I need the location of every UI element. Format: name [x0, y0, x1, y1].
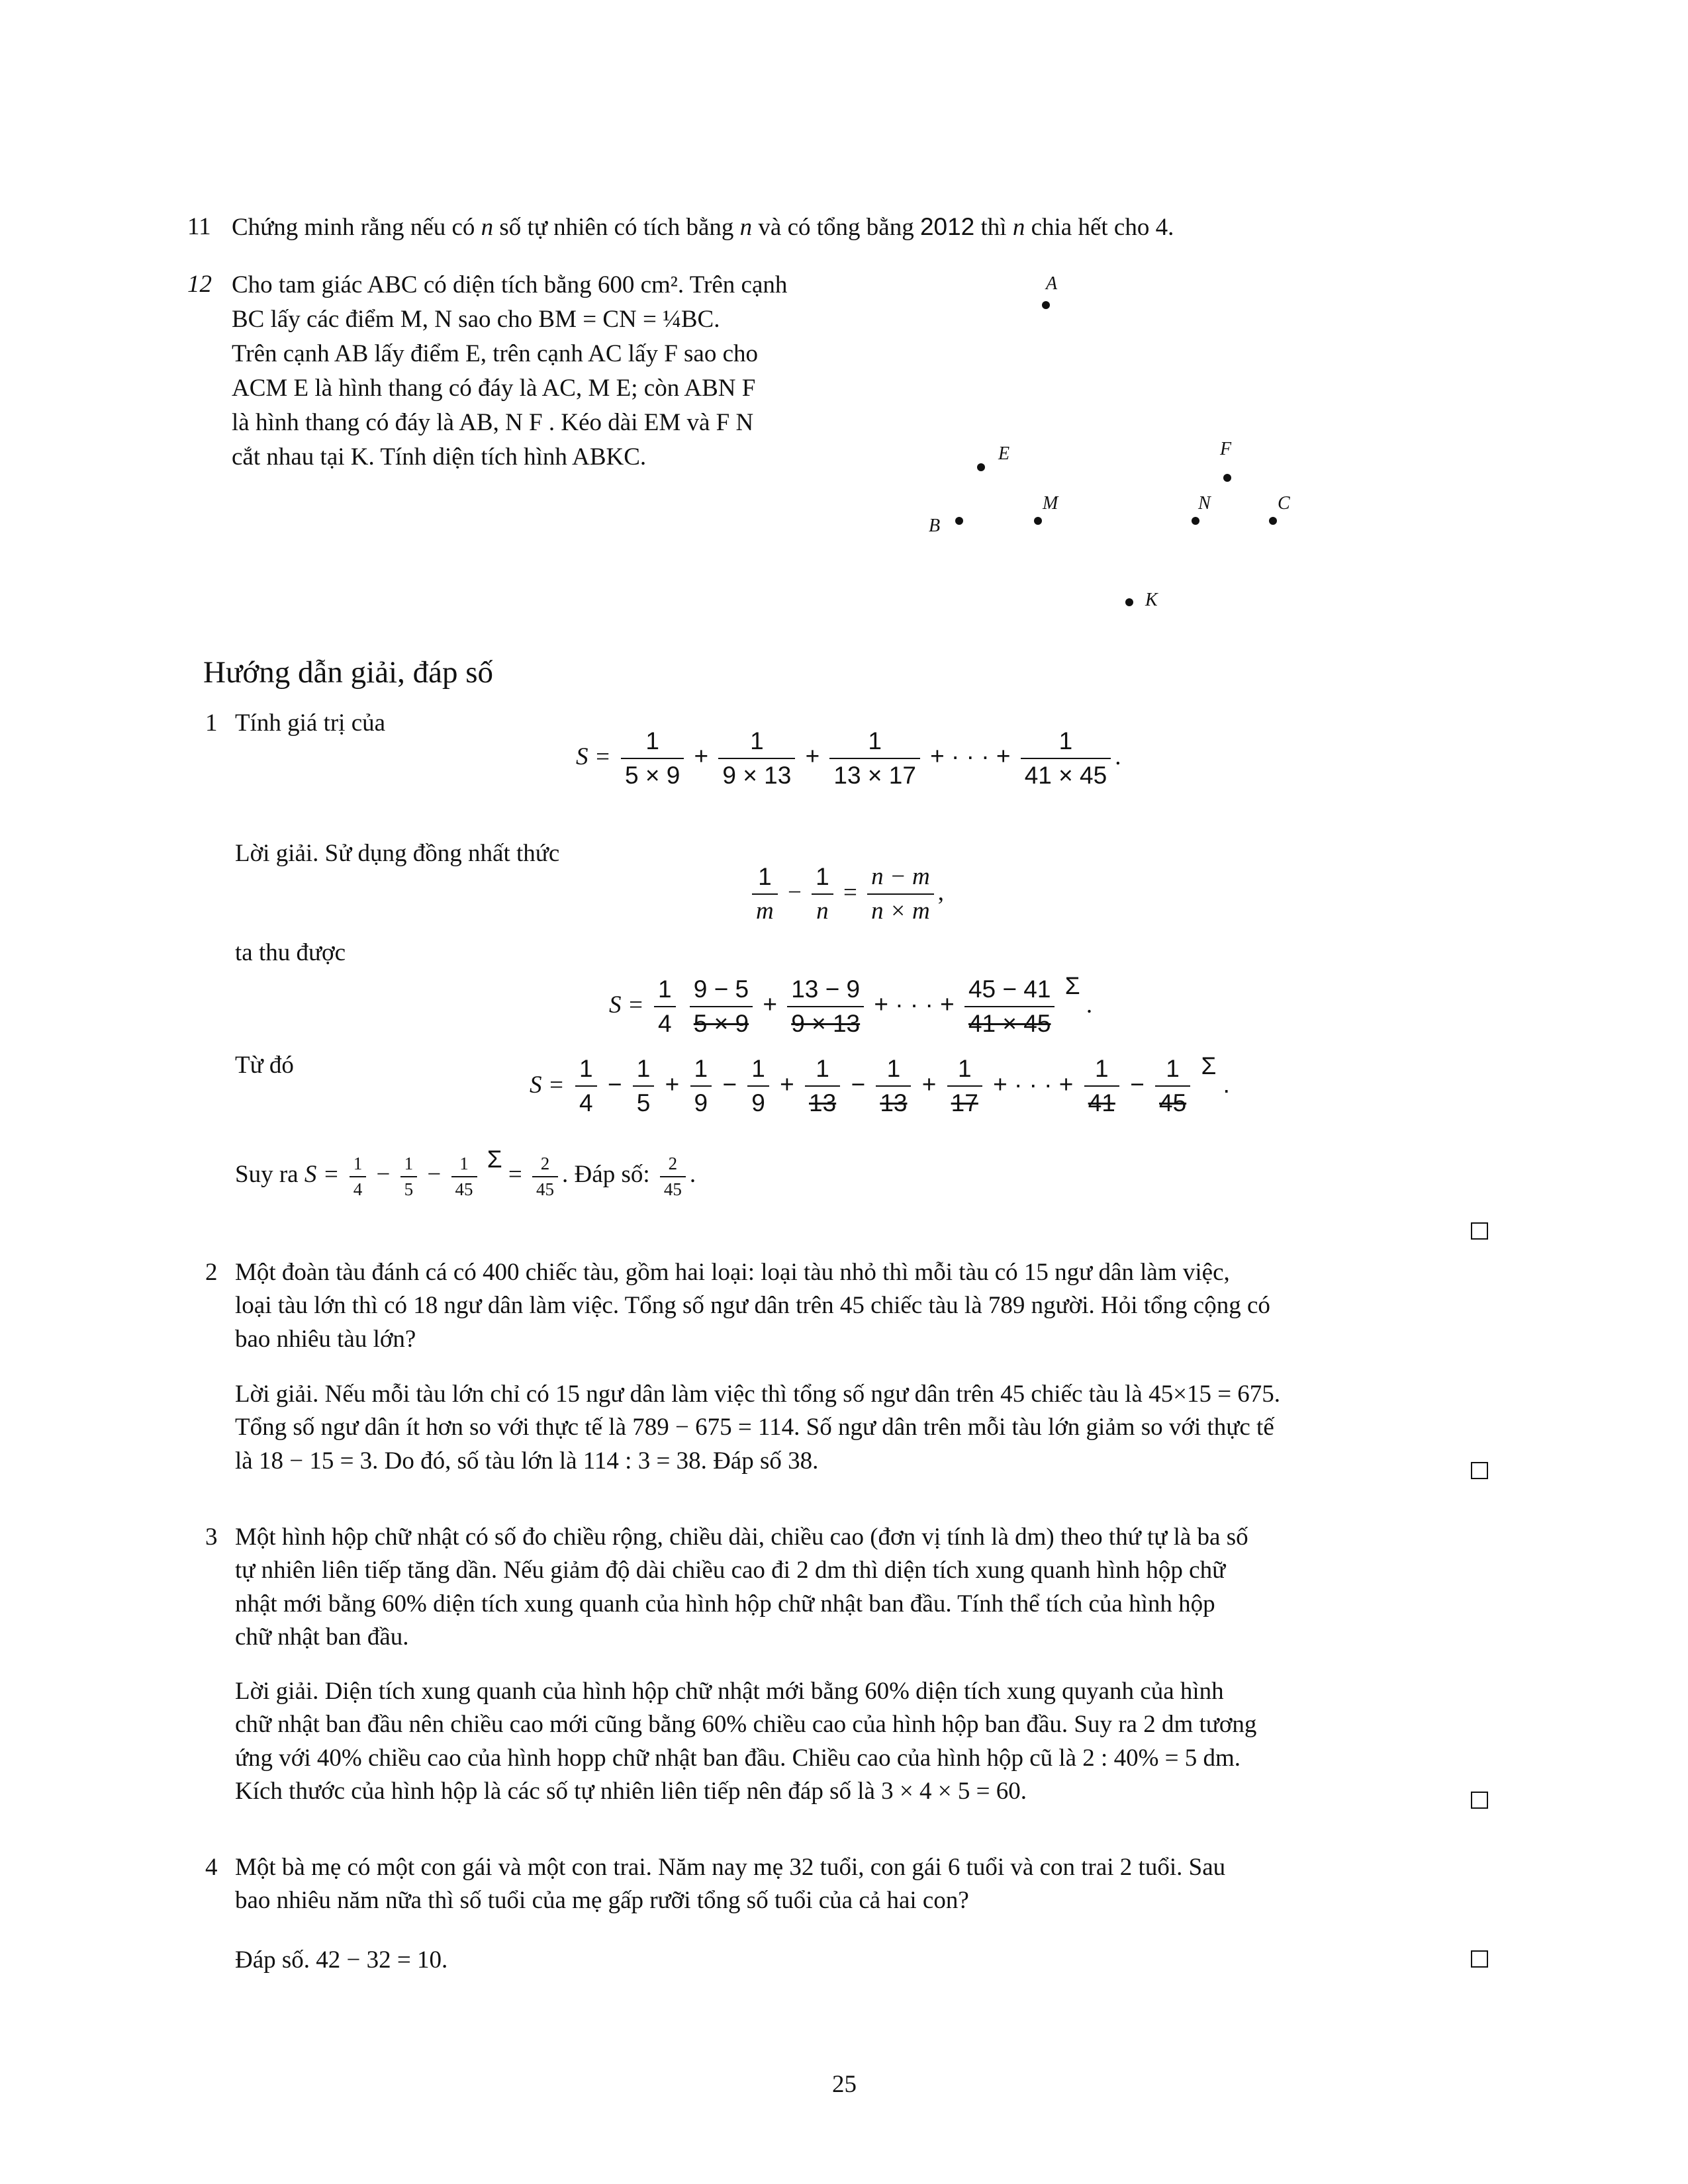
fraction: $\frac{1}{5}$	[400, 1152, 418, 1201]
point-n	[1192, 517, 1199, 525]
page-number: 25	[832, 2071, 857, 2098]
fraction: $\frac{1}{9}$	[690, 1052, 712, 1120]
point-c	[1269, 517, 1277, 525]
fraction: $\frac{1}{5}$	[633, 1052, 655, 1120]
problem-12-line: BC lấy các điểm M, N sao cho BM = CN = ¼BC.	[232, 306, 720, 333]
ta-thu-duoc: ta thu được	[235, 939, 346, 966]
solution-1-prompt: Tính giá trị của	[235, 709, 386, 737]
problem-12-line: là hình thang có đáy là AB, N F . Kéo dài EM và F N	[232, 409, 754, 436]
problem-12-number: 12	[187, 271, 212, 298]
sigma-symbol: Σ	[487, 1146, 502, 1173]
fraction: $\frac{1}{9 \times 13}$	[718, 725, 795, 793]
solution-4-answer: Đáp số. 42 − 32 = 10.	[235, 1946, 448, 1974]
fraction: $\frac{1}{5 \times 9}$	[621, 725, 684, 793]
solution-3-number: 3	[205, 1524, 218, 1551]
fraction: $\frac{1}{4}$	[654, 973, 676, 1041]
fraction: $\frac{1}{13 \times 17}$	[829, 725, 919, 793]
fraction: $\frac{1}{45}$	[451, 1152, 477, 1201]
problem-12-line: Trên cạnh AB lấy điểm E, trên cạnh AC lấy F sao cho	[232, 340, 759, 367]
problem-12-line: Cho tam giác ABC có diện tích bằng 600 cm². Trên cạnh	[232, 271, 788, 298]
solution-2-question: Một đoàn tàu đánh cá có 400 chiếc tàu, gồm hai loại: loại tàu nhỏ thì mỗi tàu có 15 ngư dân làm việc, loại tàu lớn thì có 18 ngư dân làm việc. Tổng số ngư dân trên 45 chiếc tàu là 789 người. Hỏi tổng cộng có bao nhiêu tàu lớn?	[235, 1259, 1270, 1353]
qed-square	[1471, 1950, 1488, 1968]
solution-2-answer: Lời giải. Nếu mỗi tàu lớn chỉ có 15 ngư dân làm việc thì tổng số ngư dân trên 45 chiếc tàu là 45×15 = 675. Tổng số ngư dân ít hơn so với thực tế là 789 − 675 = 114. Số ngư dân trên mỗi tàu lớn giảm so với thực tế là 18 − 15 = 3. Do đó, số tàu lớn là 114 : 3 = 38. Đáp số 38.	[235, 1381, 1281, 1475]
answer-fraction: $\frac{2}{45}$	[660, 1152, 686, 1201]
point-e	[977, 463, 985, 471]
problem-12-line: ACM E là hình thang có đáy là AC, M E; còn ABN F	[232, 375, 756, 402]
qed-square	[1471, 1462, 1488, 1479]
tu-do: Từ đó	[235, 1052, 294, 1079]
qed-square	[1471, 1792, 1488, 1809]
fraction: $\frac{2}{45}$	[532, 1152, 558, 1201]
section-title: Hướng dẫn giải, đáp số	[203, 655, 494, 690]
fraction: $\frac{1}{n}$	[812, 860, 833, 929]
fraction: $\frac{1}{4}$	[575, 1052, 597, 1120]
fraction: $\frac{13 - 9}{9 \times 13}$	[787, 973, 864, 1041]
qed-square	[1471, 1222, 1488, 1240]
solution-2-number: 2	[205, 1259, 218, 1286]
fraction: $\frac{9 - 5}{5 \times 9}$	[690, 973, 753, 1041]
fraction: $\frac{n - m}{n \times m}$	[867, 860, 934, 929]
point-label-m: M	[1043, 493, 1058, 514]
point-b	[955, 517, 963, 525]
problem-11-number: 11	[187, 213, 211, 240]
sigma-symbol: Σ	[1064, 972, 1080, 999]
point-label-a: A	[1046, 273, 1058, 294]
solution-4-number: 4	[205, 1854, 218, 1881]
point-label-e: E	[998, 443, 1010, 464]
solution-1-intro: Lời giải. Sử dụng đồng nhất thức	[235, 840, 560, 867]
fraction: $\frac{1}{45}$	[1155, 1052, 1190, 1120]
fraction: $\frac{1}{m}$	[752, 860, 778, 929]
fraction: $\frac{1}{17}$	[947, 1052, 982, 1120]
fraction: $\frac{1}{13}$	[876, 1052, 911, 1120]
identity-expression: $\frac{1}{m}$ − $\frac{1}{n}$ = $\frac{n - m}{n \times m}$ ,	[748, 860, 944, 929]
solution-4-question: Một bà mẹ có một con gái và một con trai. Năm nay mẹ 32 tuổi, con gái 6 tuổi và con trai 2 tuổi. Sau bao nhiêu năm nữa thì số tuổi của mẹ gấp rưỡi tổng số tuổi của cả hai con?	[235, 1854, 1226, 1915]
point-k	[1125, 598, 1133, 606]
fraction: $\frac{45 - 41}{41 \times 45}$	[964, 973, 1055, 1041]
fraction: $\frac{1}{4}$	[350, 1152, 367, 1201]
point-label-k: K	[1145, 590, 1158, 610]
point-m	[1034, 517, 1042, 525]
point-label-n: N	[1198, 493, 1211, 514]
sum-expression: S = $\frac{1}{5 \times 9}$ + $\frac{1}{9 \times 13}$ + $\frac{1}{13 \times 17}$ + · · · + $\frac{1}{41 \times 45}$ .	[576, 725, 1121, 793]
solution-3-question: Một hình hộp chữ nhật có số đo chiều rộng, chiều dài, chiều cao (đơn vị tính là dm) theo thứ tự là ba số tự nhiên liên tiếp tăng dần. Nếu giảm độ dài chiều cao đi 2 dm thì diện tích xung quanh hình hộp chữ nhật mới bằng 60% diện tích xung quanh của hình hộp chữ nhật ban đầu. Tính thể tích của hình hộp chữ nhật ban đầu.	[235, 1524, 1248, 1651]
fraction: $\frac{1}{41 \times 45}$	[1021, 725, 1111, 793]
problem-11-text: Chứng minh rằng nếu có n số tự nhiên có tích bằng n và có tổng bằng 2012 thì n chia hết cho 4.	[232, 213, 1174, 241]
point-label-b: B	[929, 516, 941, 536]
solution-3-answer: Lời giải. Diện tích xung quanh của hình hộp chữ nhật mới bằng 60% diện tích xung quyanh của hình chữ nhật ban đầu nên chiều cao mới cũng bằng 60% chiều cao của hình hộp ban đầu. Suy ra 2 dm tương ứng với 40% chiều cao của hình hopp chữ nhật ban đầu. Chiều cao của hình hộp cũ là 2 : 40% = 5 dm. Kích thước của hình hộp là các số tự nhiên liên tiếp nên đáp số là 3 × 4 × 5 = 60.	[235, 1678, 1257, 1805]
solution-1-number: 1	[205, 709, 218, 737]
point-label-f: F	[1220, 439, 1232, 459]
fraction: $\frac{1}{9}$	[747, 1052, 769, 1120]
result-line: Suy ra S = $\frac{1}{4}$ − $\frac{1}{5}$ − $\frac{1}{45}$ Σ = $\frac{2}{45}$ . Đáp số: $\frac{2}{45}$ .	[235, 1152, 696, 1201]
problem-12-line: cắt nhau tại K. Tính diện tích hình ABKC.	[232, 443, 647, 471]
expression-step-1: S = $\frac{1}{4}$ $\frac{9 - 5}{5 \times 9}$ + $\frac{13 - 9}{9 \times 13}$ + · · · + $\frac{45 - 41}{41 \times 45}$ Σ .	[609, 973, 1092, 1041]
problem-12-text	[232, 268, 900, 475]
sigma-symbol: Σ	[1201, 1052, 1217, 1080]
fraction: $\frac{1}{13}$	[805, 1052, 840, 1120]
point-label-c: C	[1278, 493, 1290, 514]
point-f	[1223, 474, 1231, 482]
expression-step-2: S = $\frac{1}{4}$ − $\frac{1}{5}$ + $\frac{1}{9}$ − $\frac{1}{9}$ + $\frac{1}{13}$ − $\frac{1}{13}$ + $\frac{1}{17}$ + · · · + $\frac{1}{41}$ − $\frac{1}{45}$ Σ .	[530, 1052, 1230, 1120]
point-a	[1042, 301, 1050, 309]
fraction: $\frac{1}{41}$	[1084, 1052, 1119, 1120]
